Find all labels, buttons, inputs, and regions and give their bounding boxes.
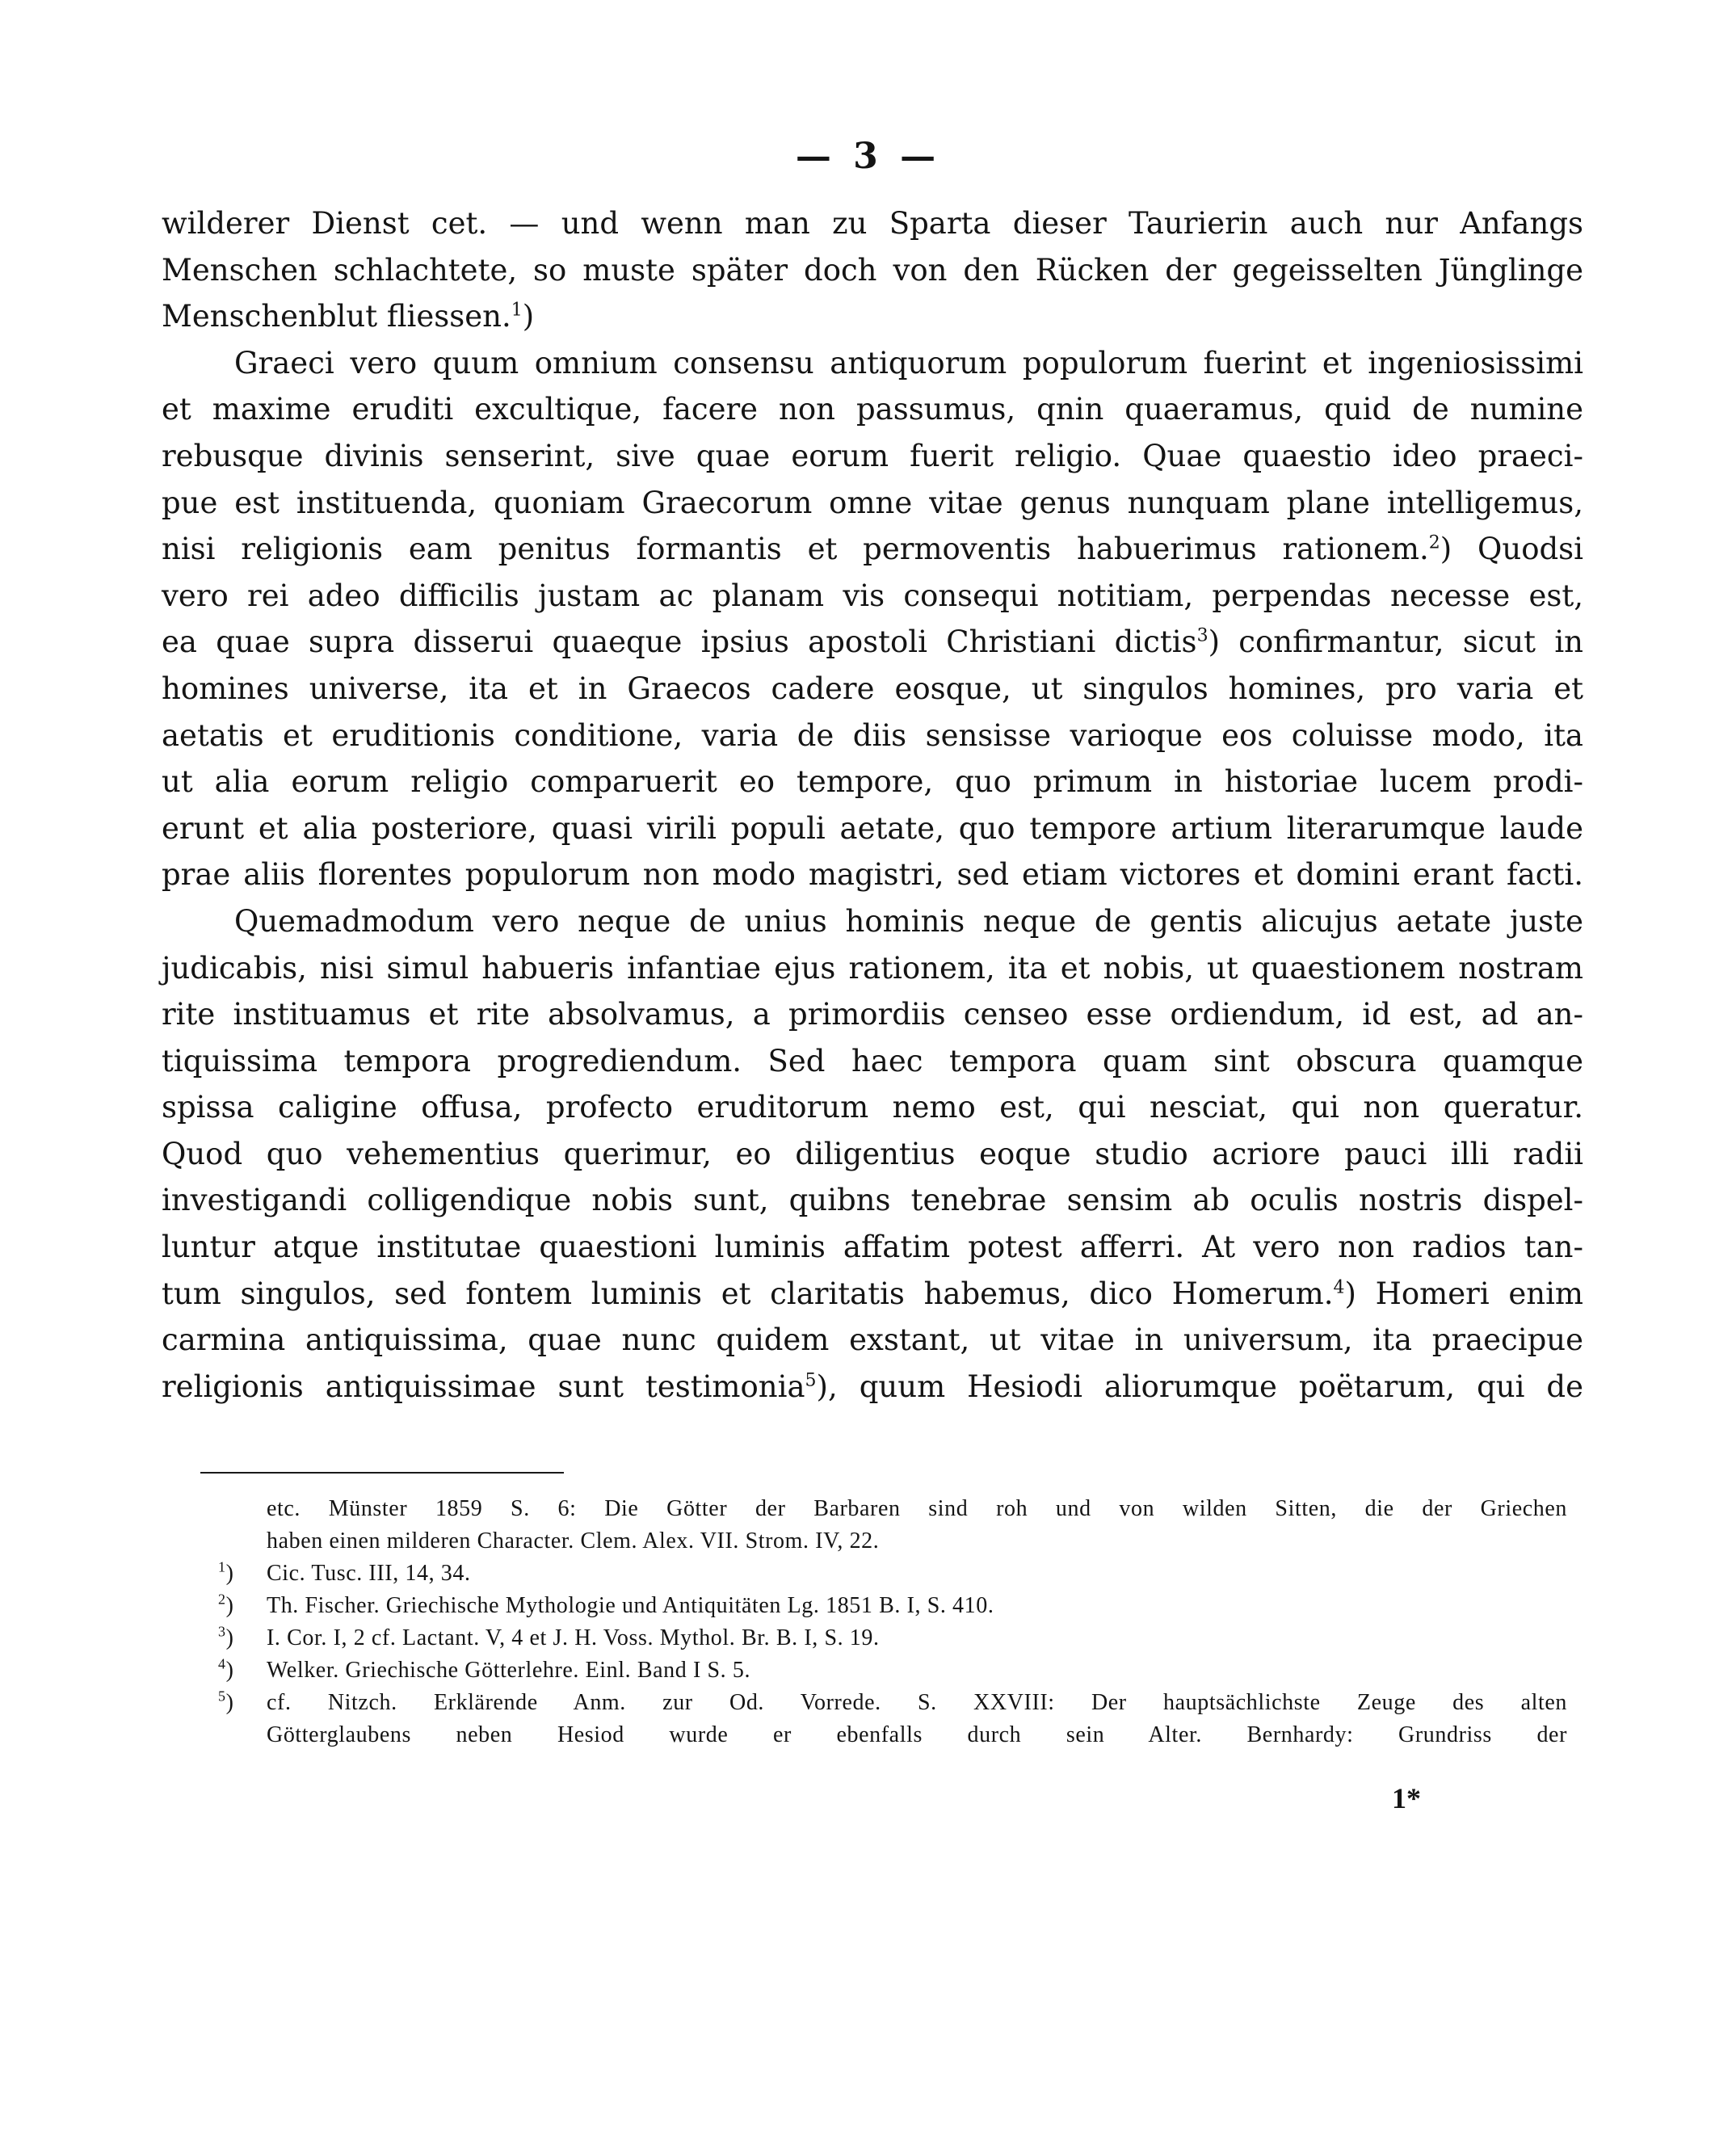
footnote-line bbox=[218, 1687, 1567, 1719]
text-line bbox=[162, 1224, 1583, 1271]
text-line bbox=[162, 1038, 1583, 1085]
text-line bbox=[162, 619, 1583, 666]
line-text: pue est instituenda, quoniam Graecorum omne vitae genus nunquam plane intelligemus, bbox=[162, 485, 1583, 520]
footnote-text: haben einen milderen Character. Clem. Alex. VII. Strom. IV, 22. bbox=[267, 1528, 880, 1553]
text-line bbox=[162, 1131, 1583, 1178]
line-text: luntur atque institutae quaestioni luminis affatim potest afferri. At vero non radios tan- bbox=[162, 1230, 1583, 1265]
footnote-marker: $^2$) bbox=[218, 1591, 234, 1618]
footnote-marker: $^4$) bbox=[218, 1655, 234, 1683]
footnote-text: Cic. Tusc. III, 14, 34. bbox=[267, 1561, 471, 1586]
footnote-reference: 3 bbox=[1196, 626, 1208, 647]
line-text: carmina antiquissima, quae nunc quidem exstant, ut vitae in universum, ita praecipue bbox=[162, 1322, 1583, 1358]
main-text bbox=[162, 200, 1583, 1410]
text-line bbox=[162, 898, 1583, 945]
footnote-number: 1 bbox=[218, 1558, 226, 1575]
line-text: religionis antiquissimae sunt testimonia bbox=[162, 1369, 805, 1404]
footnote-text: cf. Nitzch. Erklärende Anm. zur Od. Vorrede. S. XXVIII: Der hauptsächlichste Zeuge des alten bbox=[267, 1690, 1567, 1715]
line-text: rebusque divinis senserint, sive quae eorum fuerit religio. Quae quaestio ideo praeci- bbox=[162, 438, 1583, 473]
footnote-number: 4 bbox=[218, 1655, 226, 1672]
line-text: spissa caligine offusa, profecto eruditorum nemo est, qui nesciat, qui non queratur. bbox=[162, 1090, 1583, 1125]
footnote-line bbox=[218, 1558, 1567, 1590]
text-line bbox=[162, 480, 1583, 527]
footnote-line bbox=[218, 1622, 1567, 1654]
line-text: wilderer Dienst cet. — und wenn man zu Sparta dieser Taurierin auch nur Anfangs bbox=[162, 206, 1583, 241]
line-text: vero rei adeo difficilis justam ac planam vis consequi notitiam, perpendas necesse est, bbox=[162, 578, 1583, 613]
footnote-number: 5 bbox=[218, 1688, 226, 1705]
text-line bbox=[162, 293, 1583, 340]
footnote-text: I. Cor. I, 2 cf. Lactant. V, 4 et J. H. Voss. Mythol. Br. B. I, S. 19. bbox=[267, 1625, 880, 1650]
line-text: tum singulos, sed fontem luminis et claritatis habemus, dico Homerum. bbox=[162, 1276, 1334, 1311]
text-line bbox=[162, 200, 1583, 247]
footnote-text: Götterglaubens neben Hesiod wurde er ebenfalls durch sein Alter. Bernhardy: Grundriss der bbox=[267, 1722, 1567, 1747]
text-line bbox=[162, 851, 1583, 898]
footnotes bbox=[218, 1493, 1567, 1751]
line-text: rite instituamus et rite absolvamus, a primordiis censeo esse ordiendum, id est, ad an- bbox=[162, 997, 1583, 1032]
line-text: ut alia eorum religio comparuerit eo tempore, quo primum in historiae lucem prodi- bbox=[162, 764, 1583, 800]
footnote-line bbox=[218, 1493, 1567, 1525]
text-line bbox=[162, 1177, 1583, 1224]
line-text-tail: ), quum Hesiodi aliorumque poëtarum, qui de bbox=[816, 1369, 1583, 1404]
text-line bbox=[162, 340, 1583, 387]
footnote-number: 2 bbox=[218, 1591, 226, 1608]
text-line bbox=[162, 713, 1583, 759]
footnote-reference: 2 bbox=[1428, 532, 1440, 553]
footnote-marker: $^3$) bbox=[218, 1623, 234, 1650]
line-text: judicabis, nisi simul habueris infantiae ejus rationem, ita et nobis, ut quaestionem nostram bbox=[162, 950, 1583, 986]
footnote-marker: $^1$) bbox=[218, 1558, 234, 1586]
page-number: — 3 — bbox=[795, 136, 941, 177]
footnote-reference: 4 bbox=[1333, 1277, 1345, 1298]
footnote-marker: $^5$) bbox=[218, 1688, 234, 1715]
line-text-tail: ) confirmantur, sicut in bbox=[1208, 624, 1584, 660]
text-line bbox=[162, 247, 1583, 294]
line-text: Graeci vero quum omnium consensu antiquorum populorum fuerint et ingeniosissimi bbox=[234, 345, 1583, 380]
line-text-tail: ) Quodsi bbox=[1440, 532, 1583, 567]
line-text: erunt et alia posteriore, quasi virili populi aetate, quo tempore artium literarumque laude bbox=[162, 810, 1583, 846]
line-text: nisi religionis eam penitus formantis et permoventis habuerimus rationem. bbox=[162, 532, 1429, 567]
footnote-line bbox=[218, 1590, 1567, 1622]
footnote-line bbox=[218, 1654, 1567, 1687]
line-text: Quemadmodum vero neque de unius hominis neque de gentis alicujus aetate juste bbox=[234, 903, 1583, 939]
line-text: Menschenblut fliessen. bbox=[162, 299, 511, 334]
text-line bbox=[162, 759, 1583, 805]
footnote-reference: 1 bbox=[511, 300, 523, 321]
text-line bbox=[162, 945, 1583, 992]
footnote-text: Th. Fischer. Griechische Mythologie und Antiquitäten Lg. 1851 B. I, S. 410. bbox=[267, 1593, 994, 1618]
line-text: homines universe, ita et in Graecos cadere eosque, ut singulos homines, pro varia et bbox=[162, 671, 1583, 706]
text-line bbox=[162, 433, 1583, 480]
footnote-text: Welker. Griechische Götterlehre. Einl. Band I S. 5. bbox=[267, 1658, 751, 1683]
text-line bbox=[162, 526, 1583, 573]
line-text: Menschen schlachtete, so muste später doch von den Rücken der gegeisselten Jünglinge bbox=[162, 252, 1583, 288]
line-text: et maxime eruditi excultique, facere non passumus, qnin quaeramus, quid de numine bbox=[162, 392, 1583, 427]
line-text: aetatis et eruditionis conditione, varia de diis sensisse varioque eos coluisse modo, ita bbox=[162, 717, 1583, 753]
line-text-tail: ) Homeri enim bbox=[1344, 1276, 1583, 1311]
text-line bbox=[162, 1364, 1583, 1411]
line-text: prae aliis florentes populorum non modo magistri, sed etiam victores et domini erant facti. bbox=[162, 857, 1583, 893]
line-text: ea quae supra disserui quaeque ipsius apostoli Christiani dictis bbox=[162, 624, 1197, 660]
text-line bbox=[162, 1317, 1583, 1364]
line-text: tiquissima tempora progrediendum. Sed haec tempora quam sint obscura quamque bbox=[162, 1043, 1583, 1078]
footnote-text: etc. Münster 1859 S. 6: Die Götter der Barbaren sind roh und von wilden Sitten, die der Griechen bbox=[267, 1496, 1567, 1521]
text-line bbox=[162, 991, 1583, 1038]
line-text-tail: ) bbox=[522, 299, 535, 334]
line-text: Quod quo vehementius querimur, eo diligentius eoque studio acriore pauci illi radii bbox=[162, 1136, 1583, 1171]
footnote-number: 3 bbox=[218, 1623, 226, 1640]
footnote-line bbox=[218, 1719, 1567, 1751]
text-line bbox=[162, 805, 1583, 852]
text-line bbox=[162, 1271, 1583, 1318]
footnote-reference: 5 bbox=[805, 1370, 817, 1391]
line-text: investigandi colligendique nobis sunt, quibns tenebrae sensim ab oculis nostris dispel- bbox=[162, 1183, 1583, 1218]
text-line bbox=[162, 386, 1583, 433]
footnote-rule bbox=[200, 1472, 564, 1474]
footnote-line bbox=[218, 1525, 1567, 1558]
text-line bbox=[162, 573, 1583, 620]
text-line bbox=[162, 666, 1583, 713]
text-line bbox=[162, 1084, 1583, 1131]
signature-mark: 1* bbox=[1392, 1782, 1421, 1814]
